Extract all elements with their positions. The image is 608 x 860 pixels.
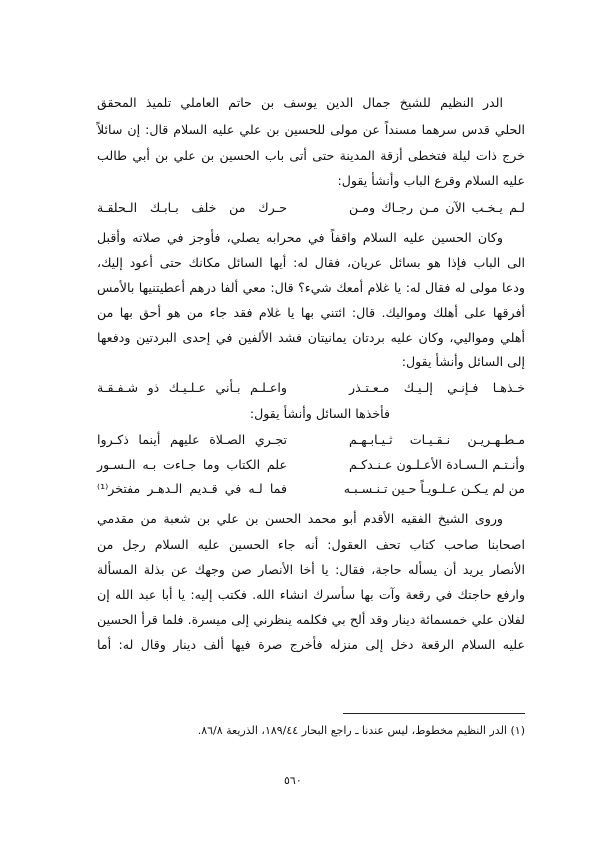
text-line: إلى السائل وأنشأ يقول: (401, 354, 525, 369)
text-line: فأخذها السائل وأنشأ يقول: (249, 406, 390, 421)
text-line: وارفع حاجتك في رقعة وآت بها سأسرك انشاء الله. فكتب إليه: يا أبا عبد الله إن (97, 587, 525, 602)
verse-hemistich: وأنـتـم الـسـادة الأعـلـون عـنـدكـم (349, 457, 525, 472)
verse-hemistich: فما لـه في قـديم الـدهـر مفتخر⁽¹⁾ (97, 481, 287, 496)
text-line: اصحابنا صاحب كتاب تحف العقول: أنه جاء الحسين عليه السلام رجل من (97, 537, 525, 552)
text-line: الأنصار يريد أن يسأله حاجة، فقال: يا أخا الأنصار صن وجهك عن بذلة المسألة (97, 562, 525, 577)
text-line: وروى الشيخ الفقيه الأقدم أبو محمد الحسن بن علي بن شعبة من مقدمي (97, 511, 503, 526)
text-line: أهلي ومواليي، وكان عليه بردتان يمانيتان فشد الألفين في إحدى البردتين ودفعها (97, 330, 525, 345)
text-line: عليه السلام الرقعة دخل إلى منزله فأخرج صرة فيها ألف دينار وقال له: أما (97, 637, 525, 652)
text-line: أفرقها على أهلك ومواليك. قال: ائتني بها يا غلام فقد جاء من هو أحق بها من (97, 305, 525, 320)
verse-hemistich: خـذهـا فـإنـي إلـيـك مـعـتـذر (349, 380, 525, 395)
text-line: لفلان علي خمسمائة دينار وقد ألح بي فكلمه ينظرني إلى ميسرة. فلما قرأ الحسين (97, 612, 525, 627)
verse-hemistich: مـطـهـريـن نـقـيـات ثـيـابـهـم (349, 432, 525, 447)
verse-hemistich: حـرك من خلف بـابـك الـحلقـة (97, 200, 287, 215)
verse-hemistich: علم الكتاب وما جـاءت بـه الـسـور (97, 457, 287, 472)
verse-hemistich: تجـري الصـلاة عليهم أينما ذكـروا (97, 432, 287, 447)
text-line: وكان الحسين عليه السلام واقفاً في محرابه يصلي، فأوجز في صلاته وأقبل (97, 230, 503, 245)
verse-hemistich: واعـلـم بـأني عـلـيـك ذو شـفـقـة (97, 380, 287, 395)
text-line: عليه السلام وقرع الباب وأنشأ يقول: (337, 173, 525, 188)
text-line: الدر النظيم للشيخ جمال الدين يوسف بن حاتم العاملي تلميذ المحقق (97, 95, 503, 110)
footnote-divider (343, 713, 525, 714)
text-line: الحلي قدس سرهما مسنداً عن مولى للحسين بن علي عليه السلام قال: إن سائلاً (97, 122, 525, 137)
verse-hemistich: من لم يـكـن عـلـويـاً حـين تـنـسـبـه (343, 481, 525, 496)
footnote: (١) الدر النظيم مخطوط، ليس عندنا ـ راجع البحار ١٨٩/٤٤، الذريعة ٨٦/٨. (197, 724, 525, 737)
page-number: ٥٦٠ (284, 774, 302, 787)
verse-hemistich: لـم يـخـب الآن مـن رجـاك ومـن (349, 200, 525, 215)
text-line: خرج ذات ليلة فتخطى أزقة المدينة حتى أتى باب الحسين بن علي بن أبي طالب (97, 148, 525, 163)
text-line: ودعا مولى له فقال له: يا غلام أمعك شيء؟ قال: معي ألفا درهم أعطيتنيها بالأمس (97, 280, 525, 295)
text-line: الى الباب فإذا هو بسائل عريان، فقال له: أيها السائل مكانك حتى أعود إليك، (97, 255, 525, 270)
